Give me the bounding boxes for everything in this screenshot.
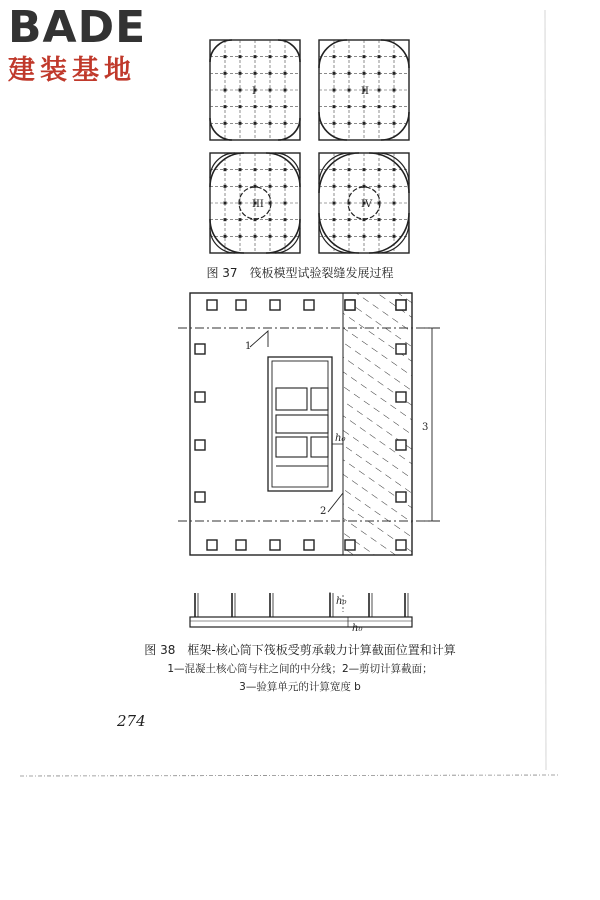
logo-subtitle-text: 建装基地 (8, 55, 136, 86)
core-tube (268, 357, 332, 491)
figure38-caption: 图 38 框架-核心筒下筏板受剪承载力计算截面位置和计算 (144, 643, 456, 657)
figure38-legend-line2: 3—验算单元的计算宽度 b (239, 681, 361, 693)
label-h0-plan: h₀ (335, 433, 346, 444)
logo-brand-text: BADE (8, 2, 147, 53)
label-2: 2 (320, 506, 327, 517)
calc-width-strip (343, 293, 412, 555)
figure37-panel-label: IV (361, 199, 373, 210)
figure37-caption: 图 37 筏板模型试验裂缝发展过程 (206, 266, 394, 280)
figure37-panel-label: I (252, 86, 256, 97)
label-h0-section-1: h₀ (336, 596, 347, 607)
figure38-section (190, 592, 412, 634)
figure37-panels (210, 40, 409, 253)
figure37-panel-label: II (361, 86, 369, 97)
figure37-panel-3 (210, 153, 300, 253)
label-h0-section-2: h₀ (352, 623, 363, 634)
figure37-panel-label: III (252, 199, 264, 210)
leader-2 (328, 493, 343, 512)
figure38-plan (178, 293, 440, 555)
label-1: 1 (245, 341, 252, 352)
figure37-panel-4 (319, 153, 409, 253)
figure38-legend-line1: 1—混凝土核心筒与柱之间的中分线；2—剪切计算截面； (167, 663, 433, 675)
figure37-panel-2 (319, 40, 409, 140)
label-3: 3 (422, 422, 429, 433)
page-number: 274 (117, 712, 146, 730)
scan-edge-line (20, 775, 560, 776)
figure37-panel-1 (210, 40, 300, 140)
leader-1 (250, 331, 268, 347)
